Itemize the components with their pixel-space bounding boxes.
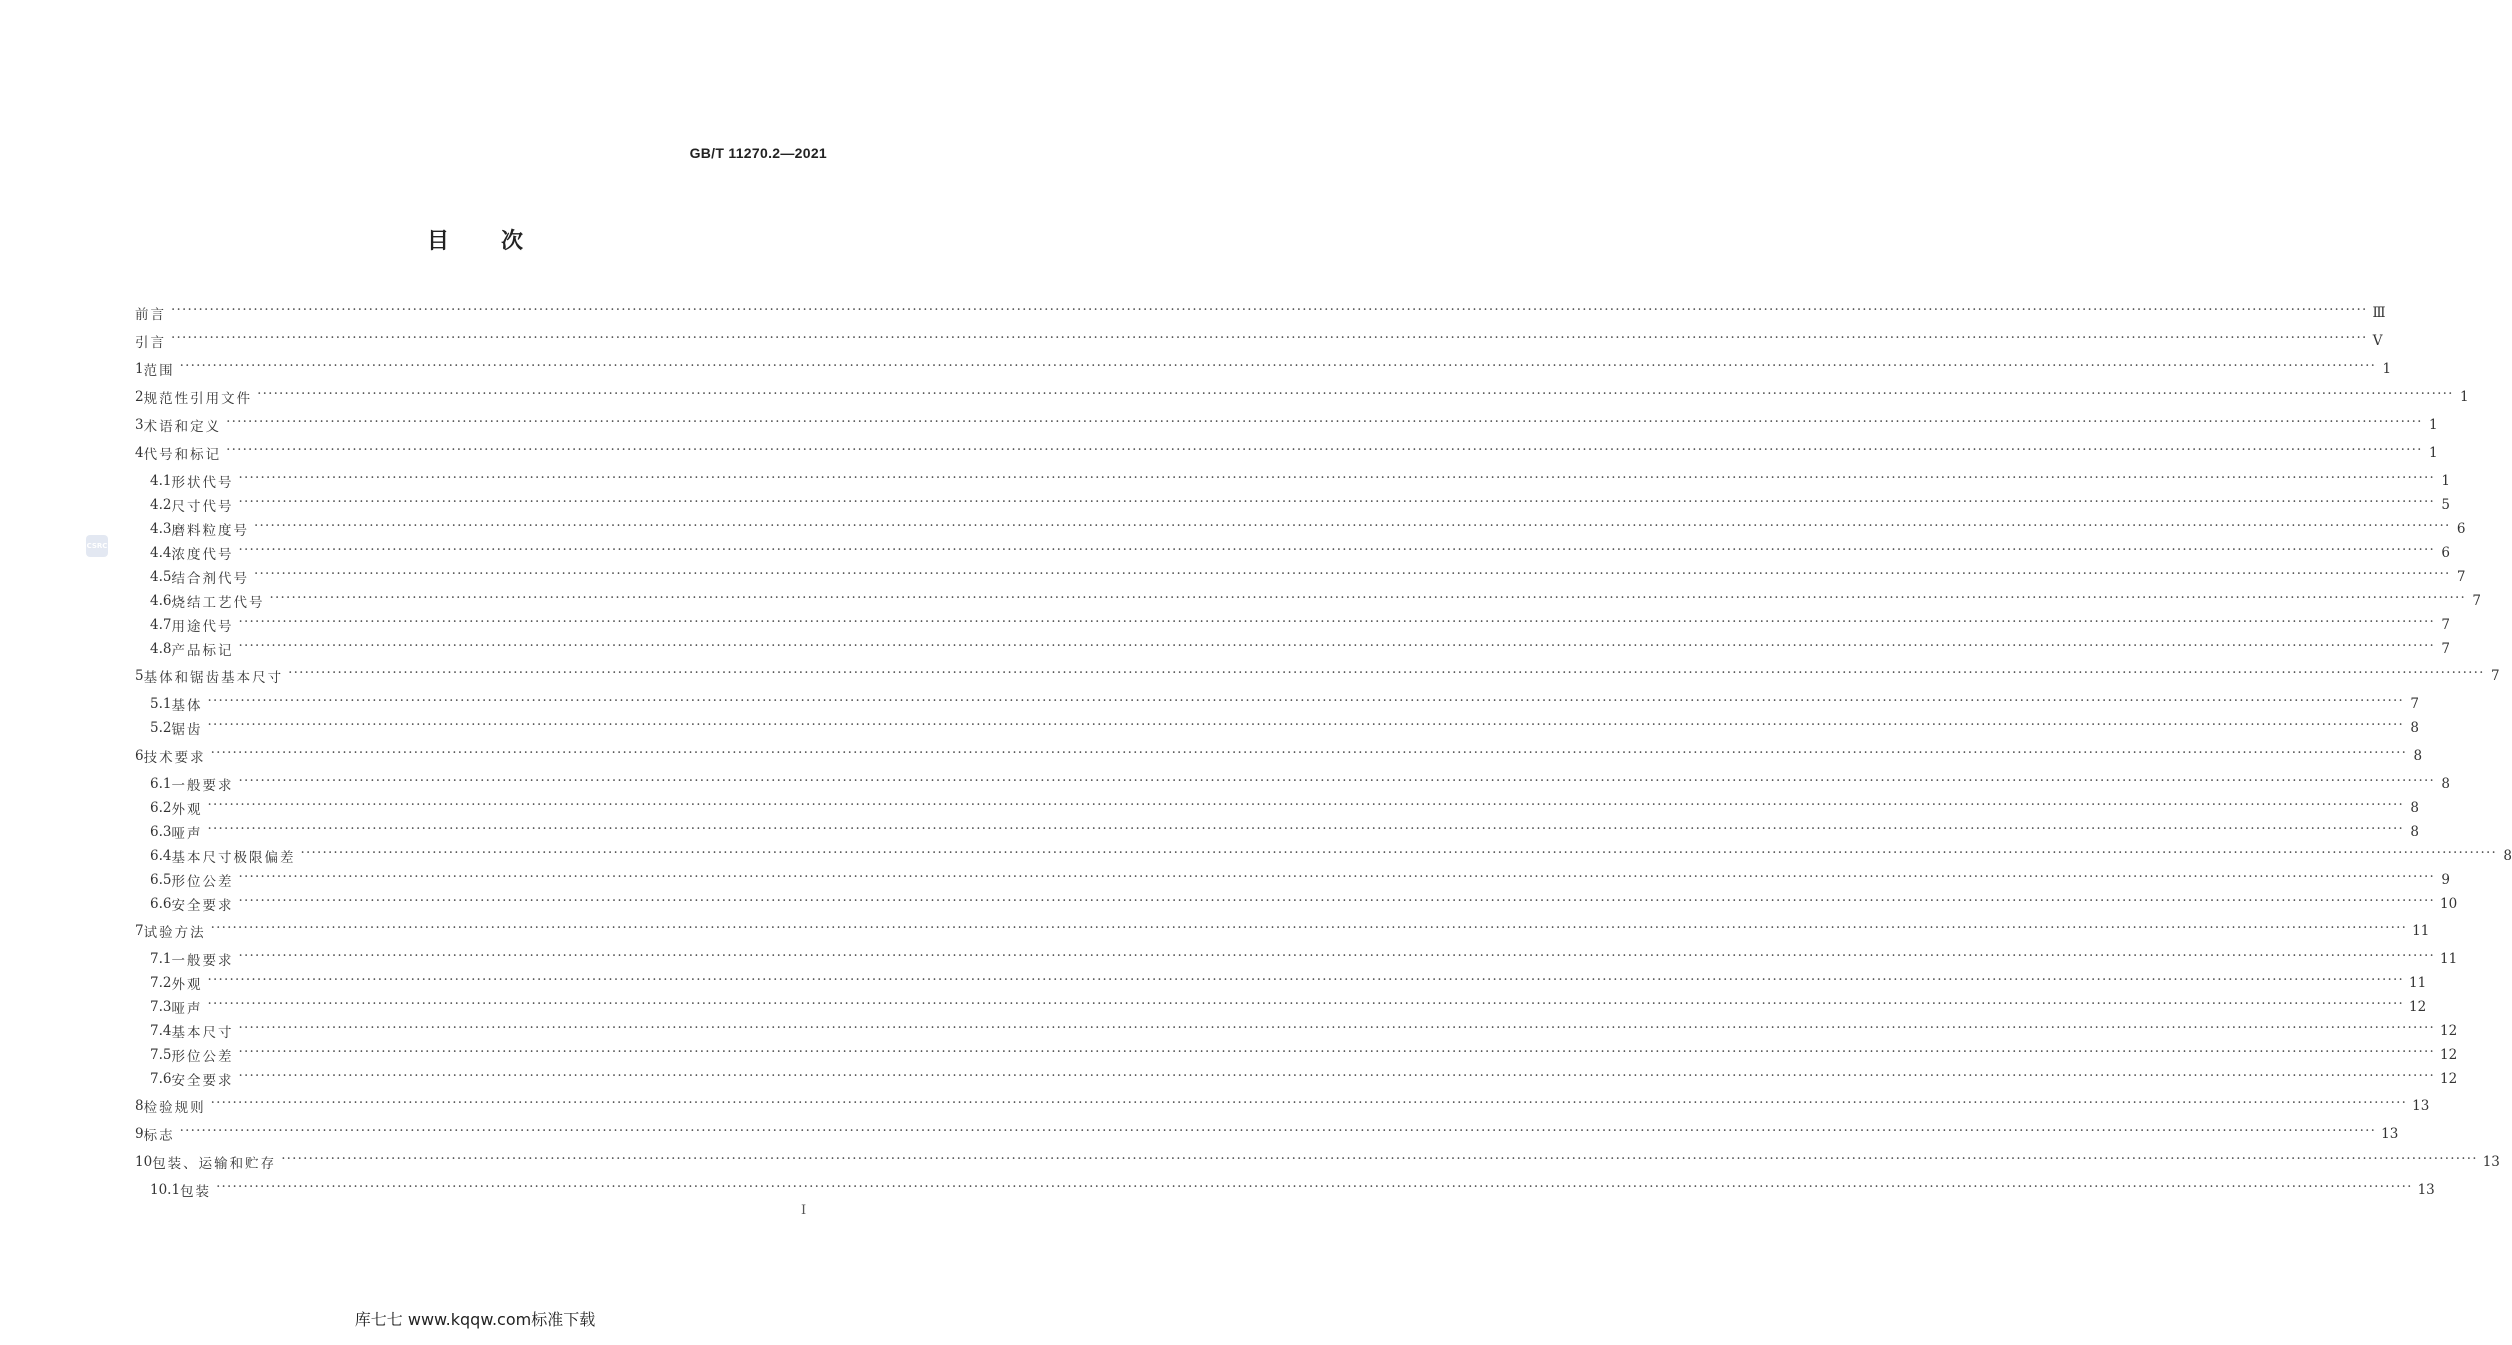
- toc-entry-page: 13: [2412, 1098, 2430, 1114]
- toc-entry-label: 结合剂代号: [171, 571, 249, 587]
- toc-entry-page: 7: [2441, 641, 2450, 657]
- toc-entry: [135, 1123, 2399, 1145]
- toc-entry-label: 锯齿: [171, 722, 203, 738]
- toc-entry: [150, 638, 2450, 660]
- toc-entry-label: 规范性引用文件: [143, 391, 253, 407]
- toc-dot-leader: ················································································································································································································································································································································································································: [210, 920, 2408, 936]
- toc-dot-leader: ················································································································································································································································································································································································································: [288, 665, 2485, 681]
- toc-entry-label: 术语和定义: [143, 419, 222, 435]
- toc-entry-number: 4.2: [150, 497, 172, 513]
- toc-entry-label: 形位公差: [171, 1049, 234, 1065]
- toc-entry: [135, 920, 2430, 942]
- toc-entry-label: 形位公差: [171, 874, 234, 890]
- toc-entry: [150, 518, 2466, 540]
- toc-entry: [150, 1179, 2435, 1201]
- toc-entry: [135, 665, 2500, 687]
- toc-entry-page: 5: [2441, 497, 2450, 513]
- toc-dot-leader: ················································································································································································································································································································································································································: [207, 693, 2404, 709]
- watermark-logo: CSRC: [86, 535, 108, 557]
- toc-entry-label: 哑声: [171, 1001, 203, 1017]
- toc-entry-label: 基本尺寸: [171, 1025, 234, 1041]
- toc-dot-leader: ················································································································································································································································································································································································································: [179, 1123, 2377, 1139]
- toc-entry-number: 4.1: [150, 473, 172, 489]
- toc-entry-label: 基本尺寸极限偏差: [171, 850, 296, 866]
- toc-entry: [135, 386, 2469, 408]
- toc-dot-leader: ················································································································································································································································································································································································································: [281, 1151, 2478, 1167]
- toc-entry-page: 9: [2441, 872, 2450, 888]
- toc-entry-label: 形状代号: [171, 475, 234, 491]
- toc-entry: [150, 869, 2450, 891]
- toc-title: [0, 224, 950, 255]
- toc-entry-label: 哑声: [171, 826, 203, 842]
- toc-entry-page: 7: [2472, 593, 2481, 609]
- toc-entry-page: 7: [2456, 569, 2466, 585]
- toc-title-char-1: 目: [426, 229, 449, 254]
- toc-entry-number: 4: [135, 445, 144, 461]
- toc-entry-label: 一般要求: [171, 778, 234, 794]
- toc-entry-number: 5.1: [150, 696, 172, 712]
- toc-entry-page: 1: [2429, 445, 2438, 461]
- toc-dot-leader: ················································································································································································································································································································································································································: [238, 1068, 2435, 1084]
- toc-entry-label: 安全要求: [171, 898, 234, 914]
- toc-entry-page: 12: [2409, 999, 2427, 1015]
- toc-entry-label: 安全要求: [171, 1073, 234, 1089]
- toc-entry-number: 6.3: [150, 824, 172, 840]
- toc-entry-page: 7: [2410, 696, 2419, 712]
- toc-dot-leader: ················································································································································································································································································································································································································: [216, 1179, 2413, 1195]
- toc-entry-page: 11: [2412, 923, 2430, 939]
- toc-dot-leader: ················································································································································································································································································································································································································: [207, 717, 2404, 733]
- toc-entry-page: 6: [2441, 545, 2450, 561]
- toc-entry: [135, 745, 2423, 767]
- toc-entry-number: 4.6: [150, 593, 172, 609]
- toc-entry-number: 8: [135, 1098, 144, 1114]
- toc-entry-page: 13: [2482, 1154, 2500, 1170]
- toc-dot-leader: ················································································································································································································································································································································································································: [171, 330, 2368, 346]
- page-number: I: [801, 1203, 807, 1218]
- toc-dot-leader: ················································································································································································································································································································································································································: [253, 566, 2451, 582]
- toc-entry-page: 7: [2491, 668, 2500, 684]
- toc-dot-leader: ················································································································································································································································································································································································································: [238, 773, 2435, 789]
- toc-entry: [135, 442, 2438, 464]
- toc-entry: [135, 1095, 2430, 1117]
- toc-entry-number: 7.5: [150, 1047, 172, 1063]
- toc-entry-number: 6.4: [150, 848, 172, 864]
- toc-entry: [150, 948, 2458, 970]
- toc-dot-leader: ················································································································································································································································································································································································································: [238, 638, 2435, 654]
- toc-entry-number: 6.1: [150, 776, 172, 792]
- toc-entry-page: 12: [2440, 1023, 2458, 1039]
- toc-entry-page: 6: [2456, 521, 2466, 537]
- toc-entry-label: 用途代号: [171, 619, 234, 635]
- toc-entry: [150, 773, 2450, 795]
- toc-dot-leader: ················································································································································································································································································································································································································: [238, 948, 2435, 964]
- toc-entry: [135, 414, 2438, 436]
- toc-entry-page: 12: [2440, 1047, 2458, 1063]
- toc-entry: [135, 302, 2386, 324]
- toc-entry: [150, 693, 2419, 715]
- toc-dot-leader: ················································································································································································································································································································································································································: [238, 614, 2435, 630]
- toc-dot-leader: ················································································································································································································································································································································································································: [238, 470, 2435, 486]
- toc-entry: [150, 590, 2481, 612]
- toc-entry-label: 浓度代号: [171, 547, 234, 563]
- toc-entry-label: 标志: [143, 1128, 175, 1144]
- toc-entry-page: 1: [2441, 473, 2450, 489]
- toc-entry: [150, 996, 2427, 1018]
- toc-entry-label: 前言: [135, 307, 166, 323]
- toc-entry-number: 6.6: [150, 896, 172, 912]
- toc-entry: [150, 494, 2450, 516]
- toc-entry-number: 3: [135, 417, 144, 433]
- toc-entry: [150, 821, 2419, 843]
- toc-entry-number: 7.4: [150, 1023, 172, 1039]
- toc-dot-leader: ················································································································································································································································································································································································································: [238, 494, 2435, 510]
- toc-entry-page: 8: [2410, 720, 2419, 736]
- toc-dot-leader: ················································································································································································································································································································································································································: [207, 996, 2404, 1012]
- toc-entry-page: 10: [2440, 896, 2458, 912]
- toc-entry-label: 尺寸代号: [171, 499, 234, 515]
- toc-entry-page: 7: [2441, 617, 2450, 633]
- toc-dot-leader: ················································································································································································································································································································································································································: [238, 893, 2435, 909]
- toc-entry-page: 13: [2417, 1182, 2435, 1198]
- toc-dot-leader: ················································································································································································································································································································································································································: [207, 797, 2404, 813]
- toc-entry-number: 2: [135, 389, 144, 405]
- toc-entry-label: 磨料粒度号: [171, 523, 249, 539]
- toc-entry-label: 产品标记: [171, 643, 234, 659]
- toc-entry-label: 引言: [135, 335, 166, 351]
- toc-entry-label: 试验方法: [143, 925, 206, 941]
- toc-dot-leader: ················································································································································································································································································································································································································: [210, 745, 2408, 761]
- toc-entry: [150, 614, 2450, 636]
- toc-entry: [150, 797, 2419, 819]
- toc-entry-number: 4.3: [150, 521, 172, 537]
- toc-entry-page: 8: [2413, 748, 2423, 764]
- toc-dot-leader: ················································································································································································································································································································································································································: [269, 590, 2466, 606]
- toc-dot-leader: ················································································································································································································································································································································································································: [300, 845, 2497, 861]
- toc-dot-leader: ················································································································································································································································································································································································································: [238, 542, 2435, 558]
- toc-entry-page: 11: [2440, 951, 2458, 967]
- toc-entry-number: 4.7: [150, 617, 172, 633]
- toc-entry-number: 7.6: [150, 1071, 172, 1087]
- toc-entry-number: 10: [135, 1154, 153, 1170]
- toc-dot-leader: ················································································································································································································································································································································································································: [238, 1044, 2435, 1060]
- toc-entry-page: Ⅲ: [2372, 305, 2386, 321]
- toc-dot-leader: ················································································································································································································································································································································································································: [226, 442, 2423, 458]
- footer-text: 库七七 www.kqqw.com标准下载: [354, 1310, 596, 1329]
- toc-entry-page: 1: [2382, 361, 2392, 377]
- toc-entry: [150, 893, 2458, 915]
- toc-entry-page: 8: [2410, 800, 2419, 816]
- toc-entry-label: 烧结工艺代号: [171, 595, 265, 611]
- toc-entry-number: 1: [135, 361, 144, 377]
- toc-entry-page: Ⅴ: [2372, 333, 2383, 349]
- toc-entry-page: 1: [2429, 417, 2438, 433]
- toc-entry: [135, 330, 2383, 352]
- toc-dot-leader: ················································································································································································································································································································································································································: [257, 386, 2454, 402]
- toc-entry-number: 6: [135, 748, 144, 764]
- toc-entry-label: 包装: [180, 1184, 212, 1200]
- toc-entry-number: 5.2: [150, 720, 172, 736]
- toc-entry-label: 外观: [171, 977, 203, 993]
- toc-entry-page: 11: [2409, 975, 2427, 991]
- toc-entry: [150, 1044, 2458, 1066]
- toc-entry: [150, 1020, 2458, 1042]
- toc-entry-page: 8: [2410, 824, 2419, 840]
- toc-dot-leader: ················································································································································································································································································································································································································: [210, 1095, 2408, 1111]
- toc-entry-number: 4.5: [150, 569, 172, 585]
- toc-entry-page: 8: [2441, 776, 2450, 792]
- toc-dot-leader: ················································································································································································································································································································································································································: [226, 414, 2423, 430]
- toc-entry-page: 8: [2503, 848, 2512, 864]
- toc-entry: [150, 972, 2427, 994]
- toc-title-char-2: 次: [501, 229, 524, 254]
- toc-entry: [150, 845, 2512, 867]
- toc-entry-label: 技术要求: [143, 750, 206, 766]
- toc-entry-label: 基体和锯齿基本尺寸: [143, 670, 284, 686]
- toc-dot-leader: ················································································································································································································································································································································································································: [253, 518, 2451, 534]
- toc-entry: [135, 1151, 2500, 1173]
- toc-dot-leader: ················································································································································································································································································································································································································: [179, 358, 2377, 374]
- standard-code: GB/T 11270.2—2021: [689, 145, 827, 161]
- toc-entry-number: 6.5: [150, 872, 172, 888]
- toc-entry-label: 检验规则: [143, 1100, 206, 1116]
- toc-entry-number: 10.1: [150, 1182, 181, 1198]
- toc-entry-label: 外观: [171, 802, 203, 818]
- toc-entry-number: 6.2: [150, 800, 172, 816]
- toc-dot-leader: ················································································································································································································································································································································································································: [238, 1020, 2435, 1036]
- toc-entry-label: 一般要求: [171, 953, 234, 969]
- toc-entry-number: 7.3: [150, 999, 172, 1015]
- toc-entry-page: 13: [2381, 1126, 2399, 1142]
- toc-dot-leader: ················································································································································································································································································································································································································: [171, 302, 2368, 318]
- toc-entry-label: 代号和标记: [143, 447, 222, 463]
- toc-entry-number: 7: [135, 923, 144, 939]
- toc-entry: [150, 566, 2466, 588]
- toc-entry: [150, 470, 2450, 492]
- toc-entry-label: 基体: [171, 698, 203, 714]
- toc-entry-number: 5: [135, 668, 144, 684]
- toc-dot-leader: ················································································································································································································································································································································································································: [238, 869, 2435, 885]
- toc-entry: [150, 1068, 2458, 1090]
- toc-entry: [135, 358, 2392, 380]
- toc-entry-number: 7.2: [150, 975, 172, 991]
- toc-entry-number: 9: [135, 1126, 144, 1142]
- toc-entry-page: 1: [2460, 389, 2469, 405]
- toc-entry-number: 4.4: [150, 545, 172, 561]
- toc-dot-leader: ················································································································································································································································································································································································································: [207, 821, 2404, 837]
- toc-entry-page: 12: [2440, 1071, 2458, 1087]
- toc-entry-label: 包装、运输和贮存: [152, 1156, 277, 1172]
- toc-entry: [150, 542, 2450, 564]
- toc-dot-leader: ················································································································································································································································································································································································································: [207, 972, 2404, 988]
- toc-entry-label: 范围: [143, 363, 175, 379]
- toc-entry-number: 4.8: [150, 641, 172, 657]
- toc-entry: [150, 717, 2419, 739]
- toc-entry-number: 7.1: [150, 951, 172, 967]
